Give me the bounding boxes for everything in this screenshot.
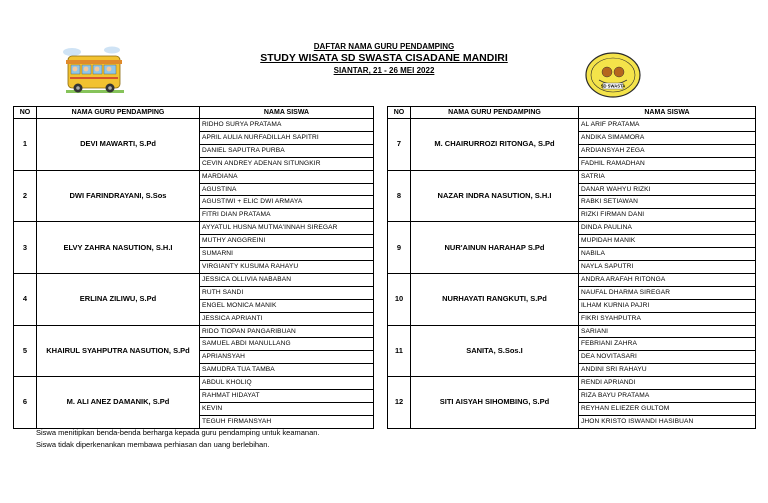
student-name: RENDI APRIANDI xyxy=(579,377,756,390)
student-name: DINDA PAULINA xyxy=(579,222,756,235)
student-name: MUTHY ANGGREINI xyxy=(200,235,374,248)
teacher-name: NUR'AINUN HARAHAP S.Pd xyxy=(411,222,579,274)
student-name: JHON KRISTO ISWANDI HASIBUAN xyxy=(579,415,756,428)
table-row xyxy=(14,325,374,338)
table-row xyxy=(388,377,756,390)
student-name: SAMUEL ABDI MANULLANG xyxy=(200,338,374,351)
table-row xyxy=(14,119,374,132)
group-number: 5 xyxy=(14,325,37,377)
student-name: SUMARNI xyxy=(200,248,374,261)
student-name: DEA NOVITASARI xyxy=(579,351,756,364)
student-name: ARDIANSYAH ZEGA xyxy=(579,144,756,157)
header-guru: NAMA GURU PENDAMPING xyxy=(411,107,579,119)
note-line: Siswa tidak diperkenankan membawa perhiasan dan uang berlebihan. xyxy=(36,439,270,449)
group-number: 7 xyxy=(388,119,411,171)
teacher-name: M. CHAIRURROZI RITONGA, S.Pd xyxy=(411,119,579,171)
group-number: 12 xyxy=(388,377,411,429)
table-row xyxy=(388,119,756,132)
school-emblem-logo xyxy=(583,50,643,100)
teacher-name: M. ALI ANEZ DAMANIK, S.Pd xyxy=(37,377,200,429)
table-row xyxy=(388,273,756,286)
table-row xyxy=(14,170,374,183)
student-name: RIZKI FIRMAN DANI xyxy=(579,209,756,222)
group-number: 4 xyxy=(14,273,37,325)
title-line-3: SIANTAR, 21 - 26 MEI 2022 xyxy=(333,66,435,75)
title-line-2: STUDY WISATA SD SWASTA CISADANE MANDIRI xyxy=(260,52,508,64)
roster-body-left xyxy=(14,119,374,429)
table-header-row xyxy=(388,107,756,119)
student-name: NABILA xyxy=(579,248,756,261)
teacher-name: SITI AISYAH SIHOMBING, S.Pd xyxy=(411,377,579,429)
notes-section xyxy=(36,427,320,450)
student-name: APRIANSYAH xyxy=(200,351,374,364)
roster-body-right xyxy=(388,119,756,429)
teacher-name: ELVY ZAHRA NASUTION, S.H.I xyxy=(37,222,200,274)
table-row xyxy=(14,222,374,235)
student-name: ILHAM KURNIA PAJRI xyxy=(579,299,756,312)
student-name: RIDHO SURYA PRATAMA xyxy=(200,119,374,132)
student-name: ANDRA ARAFAH RITONGA xyxy=(579,273,756,286)
student-name: APRIL AULIA NURFADILLAH SAPITRI xyxy=(200,131,374,144)
header-no: NO xyxy=(388,107,411,119)
student-name: AL ARIF PRATAMA xyxy=(579,119,756,132)
header-siswa: NAMA SISWA xyxy=(579,107,756,119)
student-name: AGUSTINA xyxy=(200,183,374,196)
student-name: FIKRI SYAHPUTRA xyxy=(579,312,756,325)
student-name: SARIANI xyxy=(579,325,756,338)
student-name: REYHAN ELIEZER GULTOM xyxy=(579,402,756,415)
student-name: ENGEL MONICA MANIK xyxy=(200,299,374,312)
student-name: JESSICA APRIANTI xyxy=(200,312,374,325)
header-siswa: NAMA SISWA xyxy=(200,107,374,119)
student-name: DANAR WAHYU RIZKI xyxy=(579,183,756,196)
student-name: MARDIANA xyxy=(200,170,374,183)
roster-table-left xyxy=(13,106,374,429)
student-name: RIDO TIOPAN PANGARIBUAN xyxy=(200,325,374,338)
svg-text:SD SWASTA: SD SWASTA xyxy=(600,83,626,89)
table-header-row xyxy=(14,107,374,119)
header-guru: NAMA GURU PENDAMPING xyxy=(37,107,200,119)
student-name: FADHIL RAMADHAN xyxy=(579,157,756,170)
header-no: NO xyxy=(14,107,37,119)
group-number: 2 xyxy=(14,170,37,222)
group-number: 1 xyxy=(14,119,37,171)
student-name: KEVIN xyxy=(200,402,374,415)
group-number: 11 xyxy=(388,325,411,377)
teacher-name: ERLINA ZILIWU, S.Pd xyxy=(37,273,200,325)
title-line-1: DAFTAR NAMA GURU PENDAMPING xyxy=(313,42,455,51)
student-name: CEVIN ANDREY ADENAN SITUNGKIR xyxy=(200,157,374,170)
table-row xyxy=(14,377,374,390)
student-name: RUTH SANDI xyxy=(200,286,374,299)
student-name: VIRGIANTY KUSUMA RAHAYU xyxy=(200,260,374,273)
roster-table-right xyxy=(387,106,756,429)
group-number: 9 xyxy=(388,222,411,274)
student-name: SAMUDRA TUA TAMBA xyxy=(200,364,374,377)
teacher-name: SANITA, S.Sos.I xyxy=(411,325,579,377)
student-name: RAHMAT HIDAYAT xyxy=(200,390,374,403)
teacher-name: KHAIRUL SYAHPUTRA NASUTION, S.Pd xyxy=(37,325,200,377)
student-name: FITRI DIAN PRATAMA xyxy=(200,209,374,222)
student-name: FEBRIANI ZAHRA xyxy=(579,338,756,351)
teacher-name: DWI FARINDRAYANI, S.Sos xyxy=(37,170,200,222)
student-name: DANIEL SAPUTRA PURBA xyxy=(200,144,374,157)
student-name: AYYATUL HUSNA MUTMA'INNAH SIREGAR xyxy=(200,222,374,235)
student-name: NAUFAL DHARMA SIREGAR xyxy=(579,286,756,299)
teacher-name: NAZAR INDRA NASUTION, S.H.I xyxy=(411,170,579,222)
student-name: ANDIKA SIMAMORA xyxy=(579,131,756,144)
group-number: 3 xyxy=(14,222,37,274)
table-row xyxy=(388,325,756,338)
table-row xyxy=(388,170,756,183)
document-header xyxy=(0,42,768,76)
teacher-name: DEVI MAWARTI, S.Pd xyxy=(37,119,200,171)
student-name: SATRIA xyxy=(579,170,756,183)
teacher-name: NURHAYATI RANGKUTI, S.Pd xyxy=(411,273,579,325)
student-name: ANDINI SRI RAHAYU xyxy=(579,364,756,377)
student-name: MUPIDAH MANIK xyxy=(579,235,756,248)
group-number: 8 xyxy=(388,170,411,222)
student-name: JESSICA OLLIVIA NABABAN xyxy=(200,273,374,286)
student-name: RIZA BAYU PRATAMA xyxy=(579,390,756,403)
student-name: RABKI SETIAWAN xyxy=(579,196,756,209)
group-number: 6 xyxy=(14,377,37,429)
student-name: NAYLA SAPUTRI xyxy=(579,260,756,273)
student-name: AGUSTIWI + ELIC DWI ARMAYA xyxy=(200,196,374,209)
table-row xyxy=(14,273,374,286)
group-number: 10 xyxy=(388,273,411,325)
note-line: Siswa menitipkan benda-benda berharga kepada guru pendamping untuk keamanan. xyxy=(36,428,320,437)
student-name: ABDUL KHOLIQ xyxy=(200,377,374,390)
table-row xyxy=(388,222,756,235)
student-name: TEGUH FIRMANSYAH xyxy=(200,415,374,428)
